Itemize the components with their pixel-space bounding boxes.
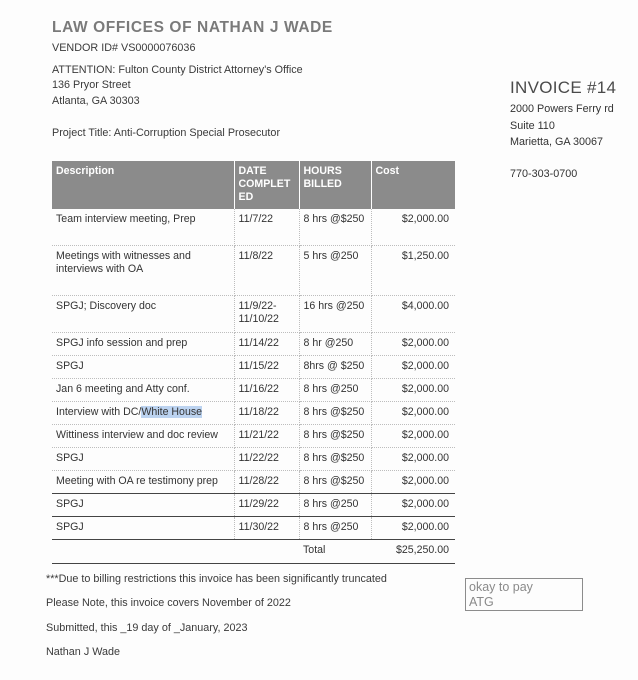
table-row [52, 516, 455, 539]
row-hours: 8 hrs @$250 [299, 470, 371, 493]
row-hours: 8 hrs @250 [299, 493, 371, 516]
row-hours: 8 hrs @250 [299, 516, 371, 539]
row-cost: $2,000.00 [371, 424, 455, 447]
column-header-description: Description [52, 161, 234, 209]
row-cost: $2,000.00 [371, 332, 455, 355]
table-row [52, 424, 455, 447]
row-cost: $2,000.00 [371, 516, 455, 539]
total-spacer [52, 539, 234, 563]
row-date: 11/28/22 [234, 470, 299, 493]
row-hours: 8 hrs @$250 [299, 447, 371, 470]
row-cost: $2,000.00 [371, 209, 455, 245]
row-cost: $4,000.00 [371, 295, 455, 332]
row-cost: $2,000.00 [371, 378, 455, 401]
description-prefix: Interview with DC/ [56, 405, 142, 418]
row-description: Jan 6 meeting and Atty conf. [52, 378, 234, 401]
approval-line-1: okay to pay [469, 580, 533, 594]
row-date: 11/9/22- 11/10/22 [234, 295, 299, 332]
row-description: Wittiness interview and doc review [52, 424, 234, 447]
attention-line: ATTENTION: Fulton County District Attorney's Office [52, 64, 303, 76]
row-date: 11/8/22 [234, 245, 299, 295]
row-hours: 16 hrs @250 [299, 295, 371, 332]
row-cost: $2,000.00 [371, 447, 455, 470]
row-date: 11/22/22 [234, 447, 299, 470]
row-hours: 5 hrs @250 [299, 245, 371, 295]
table-row [52, 355, 455, 378]
table-header-row [52, 161, 455, 209]
row-hours: 8hrs @ $250 [299, 355, 371, 378]
row-description: SPGJ info session and prep [52, 332, 234, 355]
row-description: SPGJ [52, 355, 234, 378]
row-hours: 8 hrs @$250 [299, 424, 371, 447]
row-date: 11/29/22 [234, 493, 299, 516]
row-date: 11/21/22 [234, 424, 299, 447]
column-header-cost: Cost [371, 161, 455, 209]
row-description [52, 401, 234, 424]
row-cost: $2,000.00 [371, 493, 455, 516]
table-row [52, 447, 455, 470]
row-hours: 8 hr @250 [299, 332, 371, 355]
row-hours: 8 hrs @$250 [299, 209, 371, 245]
table-row [52, 245, 455, 295]
row-description: SPGJ [52, 493, 234, 516]
city-address: Atlanta, GA 30303 [52, 95, 140, 107]
column-header-date: DATE COMPLET ED [234, 161, 299, 209]
row-cost: $2,000.00 [371, 470, 455, 493]
highlighted-text: White House [141, 405, 203, 418]
row-description: Meetings with witnesses and interviews with OA [52, 245, 234, 295]
total-label: Total [299, 539, 371, 563]
row-date: 11/14/22 [234, 332, 299, 355]
row-date: 11/16/22 [234, 378, 299, 401]
project-title: Project Title: Anti-Corruption Special Prosecutor [52, 127, 281, 139]
row-cost: $2,000.00 [371, 401, 455, 424]
truncation-note: ***Due to billing restrictions this invoice has been significantly truncated [46, 573, 387, 585]
vendor-id: VENDOR ID# VS0000076036 [52, 42, 196, 54]
street-address: 136 Pryor Street [52, 79, 131, 91]
invoice-address-1: 2000 Powers Ferry rd [510, 103, 614, 115]
table-row [52, 470, 455, 493]
row-cost: $1,250.00 [371, 245, 455, 295]
total-row [52, 539, 455, 563]
row-date: 11/30/22 [234, 516, 299, 539]
invoice-address-2: Suite 110 [510, 120, 555, 132]
total-value: $25,250.00 [371, 539, 455, 563]
firm-name: LAW OFFICES OF NATHAN J WADE [52, 19, 333, 36]
table-row [52, 295, 455, 332]
row-date: 11/15/22 [234, 355, 299, 378]
invoice-table [52, 161, 455, 564]
table-row [52, 401, 455, 424]
row-description: SPGJ [52, 447, 234, 470]
total-spacer [234, 539, 299, 563]
row-hours: 8 hrs @250 [299, 378, 371, 401]
table-row [52, 493, 455, 516]
invoice-title: INVOICE #14 [510, 78, 617, 97]
row-description: Team interview meeting, Prep [52, 209, 234, 245]
column-header-hours: HOURS BILLED [299, 161, 371, 209]
row-description: Meeting with OA re testimony prep [52, 470, 234, 493]
row-cost: $2,000.00 [371, 355, 455, 378]
approval-annotation [465, 578, 583, 611]
invoice-address-3: Marietta, GA 30067 [510, 136, 604, 148]
table-row [52, 378, 455, 401]
submitted-line: Submitted, this _19 day of _January, 2023 [46, 622, 248, 634]
invoice-phone: 770-303-0700 [510, 168, 578, 180]
row-date: 11/18/22 [234, 401, 299, 424]
row-description: SPGJ [52, 516, 234, 539]
row-date: 11/7/22 [234, 209, 299, 245]
signature-name: Nathan J Wade [46, 646, 121, 658]
table-row [52, 209, 455, 245]
row-hours: 8 hrs @$250 [299, 401, 371, 424]
month-note: Please Note, this invoice covers November of 2022 [46, 597, 291, 609]
approval-line-2: ATG [469, 595, 494, 609]
row-description: SPGJ; Discovery doc [52, 295, 234, 332]
table-row [52, 332, 455, 355]
